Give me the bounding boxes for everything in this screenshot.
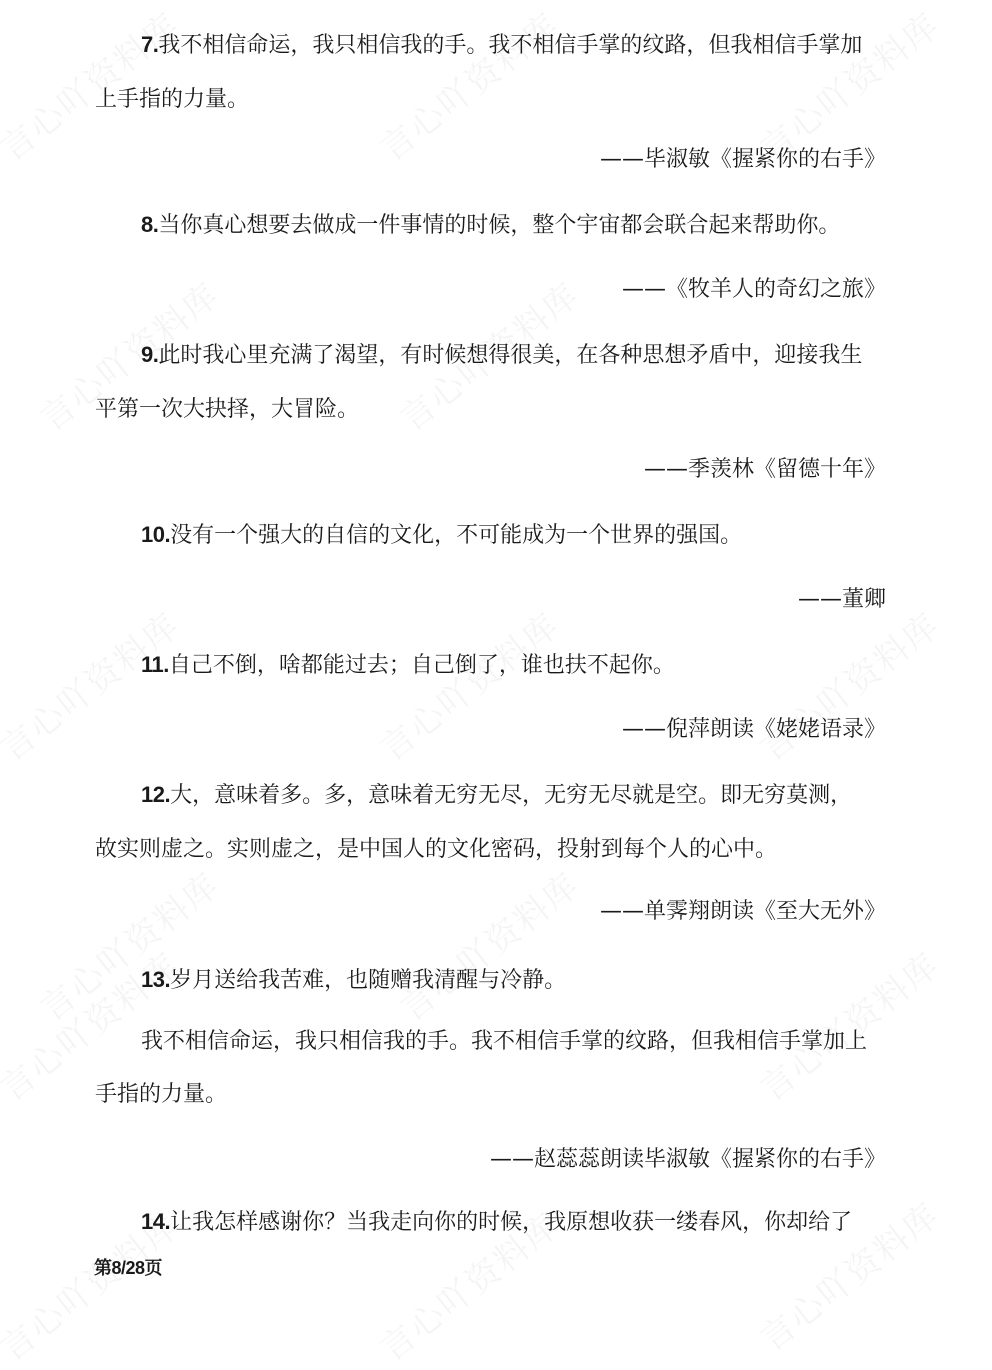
- quote-line: 故实则虚之。实则虚之，是中国人的文化密码，投射到每个人的心中。: [95, 837, 778, 862]
- quote-line: 12.大，意味着多。多，意味着无穷无尽，无穷无尽就是空。即无穷莫测，: [141, 782, 853, 808]
- quote-number: 7.: [141, 32, 159, 57]
- quote-line: 上手指的力量。: [95, 87, 250, 112]
- quote-number: 10.: [141, 522, 171, 547]
- quote-attribution: ——倪萍朗读《姥姥语录》: [621, 717, 886, 742]
- watermark: [0, 599, 188, 771]
- quote-number: 12.: [141, 782, 171, 807]
- quote-line: 我不相信命运，我只相信我的手。我不相信手掌的纹路，但我相信手掌加上: [141, 1029, 868, 1054]
- page-number: 第8/28页: [94, 1258, 163, 1278]
- quote-line: 手指的力量。: [95, 1082, 228, 1107]
- quote-number: 11.: [141, 652, 169, 677]
- watermark: [28, 859, 228, 1031]
- quote-line: 8.当你真心想要去做成一件事情的时候，整个宇宙都会联合起来帮助你。: [141, 212, 841, 238]
- quote-number: 9.: [141, 342, 159, 367]
- quote-line: 13.岁月送给我苦难，也随赠我清醒与冷静。: [141, 967, 567, 993]
- quote-attribution: ——董卿: [797, 587, 886, 612]
- quote-line: 9.此时我心里充满了渴望，有时候想得很美，在各种思想矛盾中，迎接我生: [141, 342, 863, 368]
- quote-line: 10.没有一个强大的自信的文化，不可能成为一个世界的强国。: [141, 522, 743, 548]
- quote-line: 11.自己不倒，啥都能过去；自己倒了，谁也扶不起你。: [141, 652, 675, 678]
- quote-number: 8.: [141, 212, 159, 237]
- quote-number: 13.: [141, 967, 171, 992]
- watermark: [388, 859, 588, 1031]
- quote-line: 7.我不相信命运，我只相信我的手。我不相信手掌的纹路，但我相信手掌加: [141, 32, 863, 58]
- quote-attribution: ——季羡林《留德十年》: [643, 457, 886, 482]
- watermark: [748, 939, 948, 1111]
- quote-attribution: ——赵蕊蕊朗读毕淑敏《握紧你的右手》: [489, 1147, 886, 1172]
- watermark: [368, 0, 568, 170]
- quote-number: 14.: [141, 1209, 171, 1234]
- quote-line: 平第一次大抉择，大冒险。: [95, 397, 360, 422]
- quote-attribution: ——《牧羊人的奇幻之旅》: [621, 277, 886, 302]
- quote-attribution: ——毕淑敏《握紧你的右手》: [599, 147, 886, 172]
- watermark: [368, 599, 568, 771]
- quote-attribution: ——单霁翔朗读《至大无外》: [599, 899, 886, 924]
- quote-line: 14.让我怎样感谢你？当我走向你的时候，我原想收获一缕春风，你却给了: [141, 1209, 853, 1235]
